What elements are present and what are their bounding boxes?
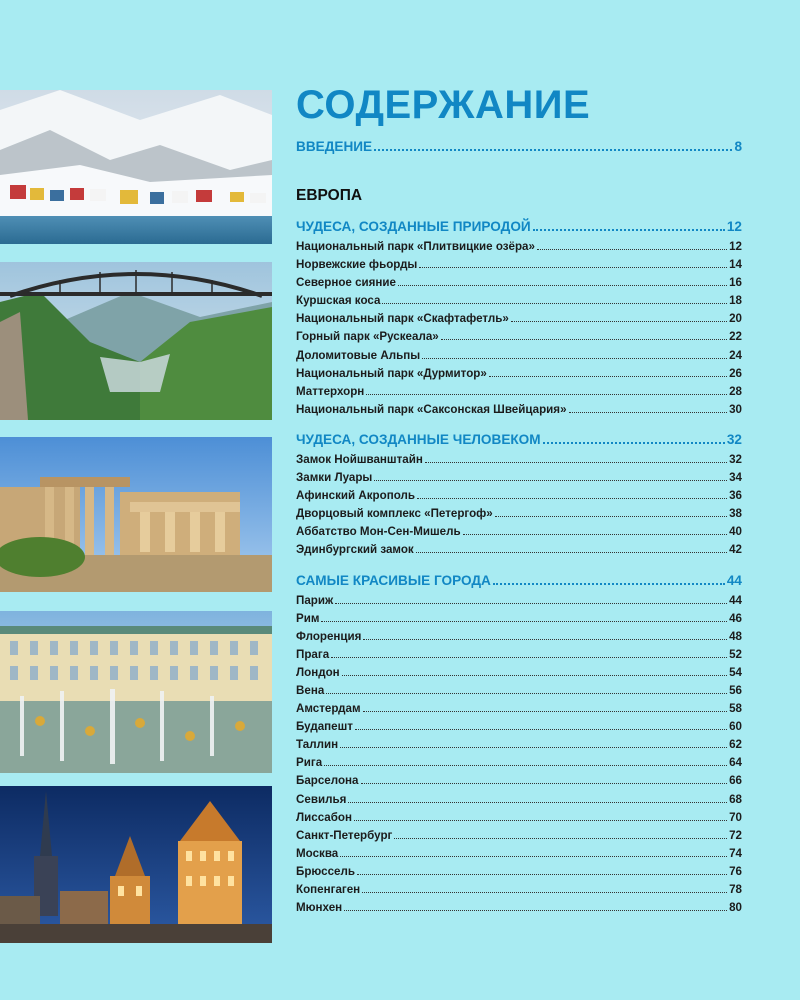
toc-entry-page: 32: [729, 452, 742, 466]
dot-leader: [382, 303, 727, 304]
dot-leader: [342, 675, 727, 676]
toc-entry-row[interactable]: [296, 256, 742, 274]
toc-entry-page: 20: [729, 312, 742, 326]
dot-leader: [463, 534, 728, 535]
toc-entry-row[interactable]: [296, 487, 742, 505]
dot-leader: [363, 639, 727, 640]
toc-entry-label: Рига: [296, 756, 323, 770]
toc-entry-page: 68: [729, 792, 742, 806]
toc-entry-label: Париж: [296, 593, 334, 607]
toc-entry-page: 14: [729, 258, 742, 272]
dot-leader: [363, 711, 728, 712]
toc-entry-row[interactable]: [296, 238, 742, 256]
toc-entry-page: 26: [729, 366, 742, 380]
toc-entry-page: 70: [729, 810, 742, 824]
table-of-contents: [296, 80, 742, 917]
dot-leader: [355, 729, 727, 730]
toc-chapter-page: 44: [726, 572, 742, 588]
toc-entry-row[interactable]: [296, 523, 742, 541]
toc-entry-page: 76: [729, 864, 742, 878]
toc-entry-page: 46: [729, 611, 742, 625]
toc-entry-row[interactable]: [296, 592, 742, 610]
toc-entry-page: 52: [729, 647, 742, 661]
toc-entry-label: Аббатство Мон-Сен-Мишель: [296, 525, 461, 539]
toc-entry-row[interactable]: [296, 791, 742, 809]
toc-entry-row[interactable]: [296, 274, 742, 292]
toc-entry-label: Прага: [296, 647, 330, 661]
photo-acropolis: [0, 437, 272, 592]
dot-leader: [495, 516, 727, 517]
toc-intro-row[interactable]: [296, 136, 742, 158]
toc-chapter-row[interactable]: [296, 570, 742, 592]
dot-leader: [419, 267, 727, 268]
dot-leader: [543, 442, 725, 444]
dot-leader: [537, 249, 727, 250]
dot-leader: [422, 358, 727, 359]
toc-entry-row[interactable]: [296, 401, 742, 419]
toc-entry-label: Национальный парк «Дурмитор»: [296, 366, 487, 380]
toc-entry-page: 48: [729, 629, 742, 643]
dot-leader: [493, 583, 725, 585]
toc-entry-page: 78: [729, 883, 742, 896]
toc-entry-label: Таллин: [296, 738, 339, 752]
dot-leader: [489, 376, 727, 377]
region-heading: ЕВРОПА: [296, 187, 363, 204]
toc-chapter-label: САМЫЕ КРАСИВЫЕ ГОРОДА: [296, 572, 491, 588]
toc-entry-label: Копенгаген: [296, 883, 361, 896]
dot-leader: [335, 603, 727, 604]
dot-leader: [533, 229, 725, 231]
toc-entry-label: Рим: [296, 611, 320, 625]
toc-intro-page: 8: [734, 139, 742, 154]
toc-entry-label: Замки Луары: [296, 471, 373, 485]
dot-leader: [324, 765, 727, 766]
dot-leader: [321, 621, 727, 622]
toc-entry-row[interactable]: [296, 451, 742, 469]
toc-entry-label: Маттерхорн: [296, 384, 365, 398]
toc-entry-row[interactable]: [296, 809, 742, 827]
dot-leader: [511, 321, 727, 322]
toc-entry-label: Северное сияние: [296, 276, 396, 290]
page-title: СОДЕРЖАНИЕ: [296, 83, 591, 127]
dot-leader: [348, 802, 727, 803]
toc-entry-label: Национальный парк «Плитвицкие озёра»: [296, 240, 535, 253]
toc-entry-page: 44: [729, 593, 742, 607]
dot-leader: [441, 339, 727, 340]
toc-entry-row[interactable]: [296, 899, 742, 917]
toc-entry-page: 60: [729, 720, 742, 734]
toc-chapter-page: 12: [726, 219, 742, 234]
dot-leader: [326, 693, 727, 694]
dot-leader: [331, 657, 727, 658]
toc-entry-row[interactable]: [296, 881, 742, 899]
toc-chapter-label: ЧУДЕСА, СОЗДАННЫЕ ПРИРОДОЙ: [296, 219, 531, 234]
dot-leader: [357, 874, 727, 875]
toc-entry-row[interactable]: [296, 541, 742, 559]
toc-entry-page: 72: [729, 828, 742, 842]
dot-leader: [394, 838, 727, 839]
toc-entry-page: 30: [729, 402, 742, 416]
toc-entry-page: 18: [729, 294, 742, 308]
toc-entry-page: 24: [729, 348, 742, 362]
toc-entry-label: Афинский Акрополь: [296, 489, 415, 503]
toc-entry-label: Куршская коса: [296, 294, 381, 308]
toc-entry-page: 80: [729, 901, 742, 915]
toc-entry-label: Будапешт: [296, 720, 353, 734]
toc-entry-label: Москва: [296, 846, 339, 860]
toc-entry-label: Замок Нойшванштайн: [296, 452, 423, 466]
toc-entry-label: Флоренция: [296, 629, 362, 643]
toc-entry-row[interactable]: [296, 718, 742, 736]
toc-entry-row[interactable]: [296, 845, 742, 863]
toc-entry-label: Горный парк «Рускеала»: [296, 330, 439, 344]
dot-leader: [354, 820, 727, 821]
toc-entry-label: Эдинбургский замок: [296, 543, 414, 557]
toc-entry-page: 16: [729, 276, 742, 290]
dot-leader: [416, 552, 727, 553]
toc-chapter-row[interactable]: [296, 216, 742, 238]
toc-entry-row[interactable]: [296, 772, 742, 790]
toc-entry-page: 22: [729, 330, 742, 344]
toc-entry-row[interactable]: [296, 365, 742, 383]
toc-entry-label: Севилья: [296, 792, 347, 806]
photo-peterhof: [0, 611, 272, 773]
toc-entry-row[interactable]: [296, 664, 742, 682]
toc-entry-row[interactable]: [296, 646, 742, 664]
toc-entry-label: Лиссабон: [296, 810, 352, 824]
dot-leader: [340, 856, 727, 857]
toc-entry-page: 36: [729, 489, 742, 503]
toc-entry-label: Норвежские фьорды: [296, 258, 418, 272]
toc-entry-page: 66: [729, 774, 742, 788]
toc-entry-label: Санкт-Петербург: [296, 828, 393, 842]
toc-entry-label: Национальный парк «Саксонская Швейцария»: [296, 402, 567, 416]
toc-entry-page: 12: [729, 240, 742, 253]
toc-entry-page: 34: [729, 471, 742, 485]
dot-leader: [425, 462, 727, 463]
toc-entry-row[interactable]: [296, 505, 742, 523]
dot-leader: [417, 498, 727, 499]
toc-entry-label: Амстердам: [296, 702, 361, 716]
photo-snowy-village: [0, 90, 272, 244]
dot-leader: [374, 480, 727, 481]
dot-leader: [374, 149, 732, 151]
dot-leader: [398, 285, 727, 286]
toc-entry-row[interactable]: [296, 682, 742, 700]
toc-entry-row[interactable]: [296, 469, 742, 487]
toc-entry-page: 62: [729, 738, 742, 752]
toc-entry-label: Доломитовые Альпы: [296, 348, 421, 362]
toc-entry-page: 54: [729, 665, 742, 679]
toc-entry-row[interactable]: [296, 347, 742, 365]
toc-entry-row[interactable]: [296, 700, 742, 718]
toc-entry-row[interactable]: [296, 754, 742, 772]
toc-entry-row[interactable]: [296, 310, 742, 328]
toc-entry-page: 40: [729, 525, 742, 539]
toc-entry-label: Национальный парк «Скафтафетль»: [296, 312, 509, 326]
dot-leader: [344, 910, 727, 911]
toc-entry-row[interactable]: [296, 736, 742, 754]
toc-entry-page: 56: [729, 683, 742, 697]
dot-leader: [569, 412, 728, 413]
toc-entry-label: Барселона: [296, 774, 359, 788]
toc-entry-page: 42: [729, 543, 742, 557]
toc-entry-page: 28: [729, 384, 742, 398]
toc-entry-row[interactable]: [296, 863, 742, 881]
toc-intro-label: ВВЕДЕНИЕ: [296, 139, 373, 154]
toc-entry-row[interactable]: [296, 628, 742, 646]
toc-entry-row[interactable]: [296, 292, 742, 310]
dot-leader: [366, 394, 727, 395]
dot-leader: [340, 747, 727, 748]
toc-chapter-page: 32: [726, 431, 742, 447]
toc-entry-row[interactable]: [296, 383, 742, 401]
toc-chapter-label: ЧУДЕСА, СОЗДАННЫЕ ЧЕЛОВЕКОМ: [296, 431, 541, 447]
toc-entry-label: Мюнхен: [296, 901, 343, 915]
dot-leader: [362, 892, 727, 893]
photo-canyon-bridge: [0, 262, 272, 420]
toc-entry-page: 74: [729, 846, 742, 860]
toc-entry-label: Вена: [296, 683, 325, 697]
toc-entry-label: Брюссель: [296, 864, 355, 878]
toc-entry-page: 58: [729, 702, 742, 716]
toc-chapter-row[interactable]: [296, 429, 742, 451]
toc-entry-page: 64: [729, 756, 742, 770]
toc-entry-row[interactable]: [296, 610, 742, 628]
photo-riga-night: [0, 786, 272, 943]
toc-entry-row[interactable]: [296, 328, 742, 346]
dot-leader: [361, 783, 728, 784]
toc-entry-row[interactable]: [296, 827, 742, 845]
toc-entry-label: Лондон: [296, 665, 340, 679]
toc-entry-page: 38: [729, 507, 742, 521]
toc-entry-label: Дворцовый комплекс «Петергоф»: [296, 507, 493, 521]
